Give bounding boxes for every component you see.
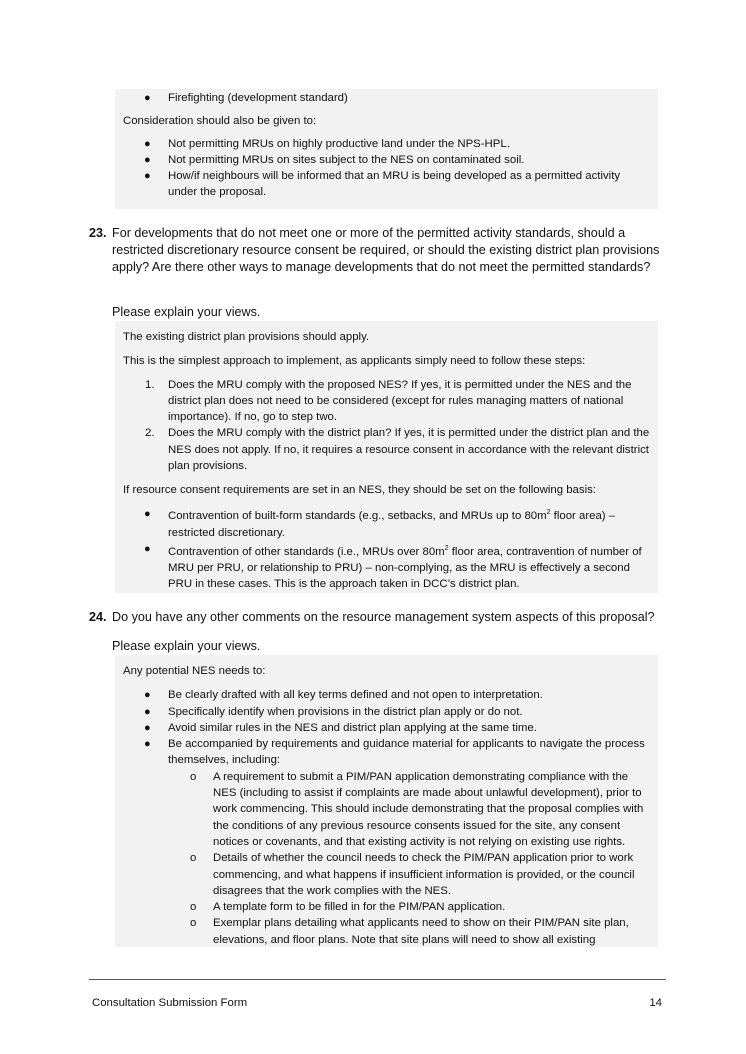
bullet-marker: ● <box>144 92 151 104</box>
list-item <box>123 152 650 168</box>
step-number: 2. <box>145 427 155 440</box>
superscript: 2 <box>444 545 449 553</box>
bullet-text: Not permitting MRUs on highly productive land under the NPS-HPL. <box>168 137 510 150</box>
bullet-text: Avoid similar rules in the NES and district plan applying at the same time. <box>168 721 537 734</box>
footer-title: Consultation Submission Form <box>92 997 248 1009</box>
list-item <box>123 736 650 769</box>
list-item <box>123 136 650 152</box>
list-item <box>123 541 650 593</box>
bullet-text: Contravention of other standards (i.e., MRUs over $80m^2$ floor area, contravention of number of MRU per PRU, or relationship to PRU) – non-complying, as the MRU is effectively a second PRU in these cases. This is the approach taken in DCC’s district plan. <box>168 545 642 591</box>
bullet-marker: ● <box>144 507 151 520</box>
list-item <box>123 687 650 703</box>
sub-bullet-text: A requirement to submit a PIM/PAN application demonstrating compliance with the NES (including to assist if complaints are made about unlawful development), prior to work commencing. This should include demonstrating that the proposal complies with the conditions of any previous resource consents issued for the site, any consent notices or covenants, and that existing activity is not relying on existing use rights. <box>213 770 644 848</box>
bullet-text: Contravention of built-form standards (e.g., setbacks, and MRUs up to $80m^2$ floor area) – restricted discretionary. <box>168 509 616 539</box>
list-item <box>123 168 650 201</box>
sub-list-item <box>123 850 650 899</box>
answer-paragraph: If resource consent requirements are set in an NES, they should be set on the following basis: <box>123 484 596 497</box>
answer-paragraph: Any potential NES needs to: <box>123 665 266 677</box>
list-item <box>123 720 650 736</box>
bullet-marker: ● <box>144 689 151 702</box>
question-text: For developments that do not meet one or more of the permitted activity standards, should a restricted discretionary resource consent be required, or should the existing district plan provisions apply? Are there other ways to manage developments that do not meet the permitted standards? <box>112 226 660 274</box>
bullet-text: Specifically identify when provisions in the district plan apply or do not. <box>168 705 523 718</box>
sub-list-item <box>123 769 650 850</box>
bullet-marker: ● <box>144 153 151 166</box>
question-text: Do you have any other comments on the resource management system aspects of this proposal? <box>112 610 655 624</box>
bullet-marker: ● <box>144 738 151 751</box>
sub-bullet-marker: o <box>190 901 197 914</box>
bullet-marker: ● <box>144 705 151 718</box>
sub-bullet-marker: o <box>190 852 197 865</box>
bullet-text: Be clearly drafted with all key terms defined and not open to interpretation. <box>168 689 543 702</box>
list-item <box>123 90 650 106</box>
bullet-text: Be accompanied by requirements and guidance material for applicants to navigate the process themselves, including: <box>168 738 645 767</box>
sub-bullet-marker: o <box>190 770 197 783</box>
page-number: 14 <box>649 997 662 1009</box>
list-item <box>123 506 650 541</box>
answer-box-q23 <box>115 321 658 593</box>
answer-paragraph: This is the simplest approach to implement, as applicants simply need to follow these steps: <box>123 355 586 368</box>
step-text: Does the MRU comply with the district plan? If yes, it is permitted under the district plan and the NES does not apply. If no, it requires a resource consent in accordance with the relevant district plan provisions. <box>168 427 650 473</box>
list-item <box>123 704 650 720</box>
bullet-marker: ● <box>144 543 151 556</box>
sub-bullet-text: A template form to be filled in for the PIM/PAN application. <box>213 901 506 914</box>
bullet-text: Firefighting (development standard) <box>168 92 348 104</box>
step-text: Does the MRU comply with the proposed NES? If yes, it is permitted under the NES and the district plan does not need to be considered (except for rules managing matters of national importance). If no, go to step two. <box>168 378 632 424</box>
sub-bullet-marker: o <box>190 917 197 930</box>
answer-box-q24 <box>115 655 658 947</box>
question-number: 24. <box>89 610 107 624</box>
explain-prompt: Please explain your views. <box>112 639 261 653</box>
bullet-marker: ● <box>144 137 151 150</box>
sub-bullet-text: Exemplar plans detailing what applicants need to show on their PIM/PAN site plan, elevations, and floor plans. Note that site plans will need to show all existing <box>213 917 629 946</box>
list-item <box>123 425 650 474</box>
question-23 <box>89 225 669 276</box>
sub-list-item <box>123 915 650 948</box>
bullet-marker: ● <box>144 170 151 183</box>
sub-list-item <box>123 899 650 915</box>
bullet-marker: ● <box>144 721 151 734</box>
sub-bullet-text: Details of whether the council needs to check the PIM/PAN application prior to work commencing, and what happens if insufficient information is provided, or the council disagrees that the work complies with the NES. <box>213 852 635 897</box>
answer-paragraph: The existing district plan provisions should apply. <box>123 331 370 343</box>
footer-divider <box>89 979 666 980</box>
superscript: 2 <box>546 509 551 517</box>
bullet-text: Not permitting MRUs on sites subject to the NES on contaminated soil. <box>168 153 525 166</box>
question-24 <box>89 609 669 626</box>
question-number: 23. <box>89 226 107 240</box>
answer-box-q22 <box>115 89 658 209</box>
explain-prompt: Please explain your views. <box>112 305 261 319</box>
consideration-text: Consideration should also be given to: <box>123 115 317 128</box>
step-number: 1. <box>145 378 155 391</box>
bullet-text: How/if neighbours will be informed that an MRU is being developed as a permitted activity under the proposal. <box>168 170 621 199</box>
list-item <box>123 377 650 426</box>
